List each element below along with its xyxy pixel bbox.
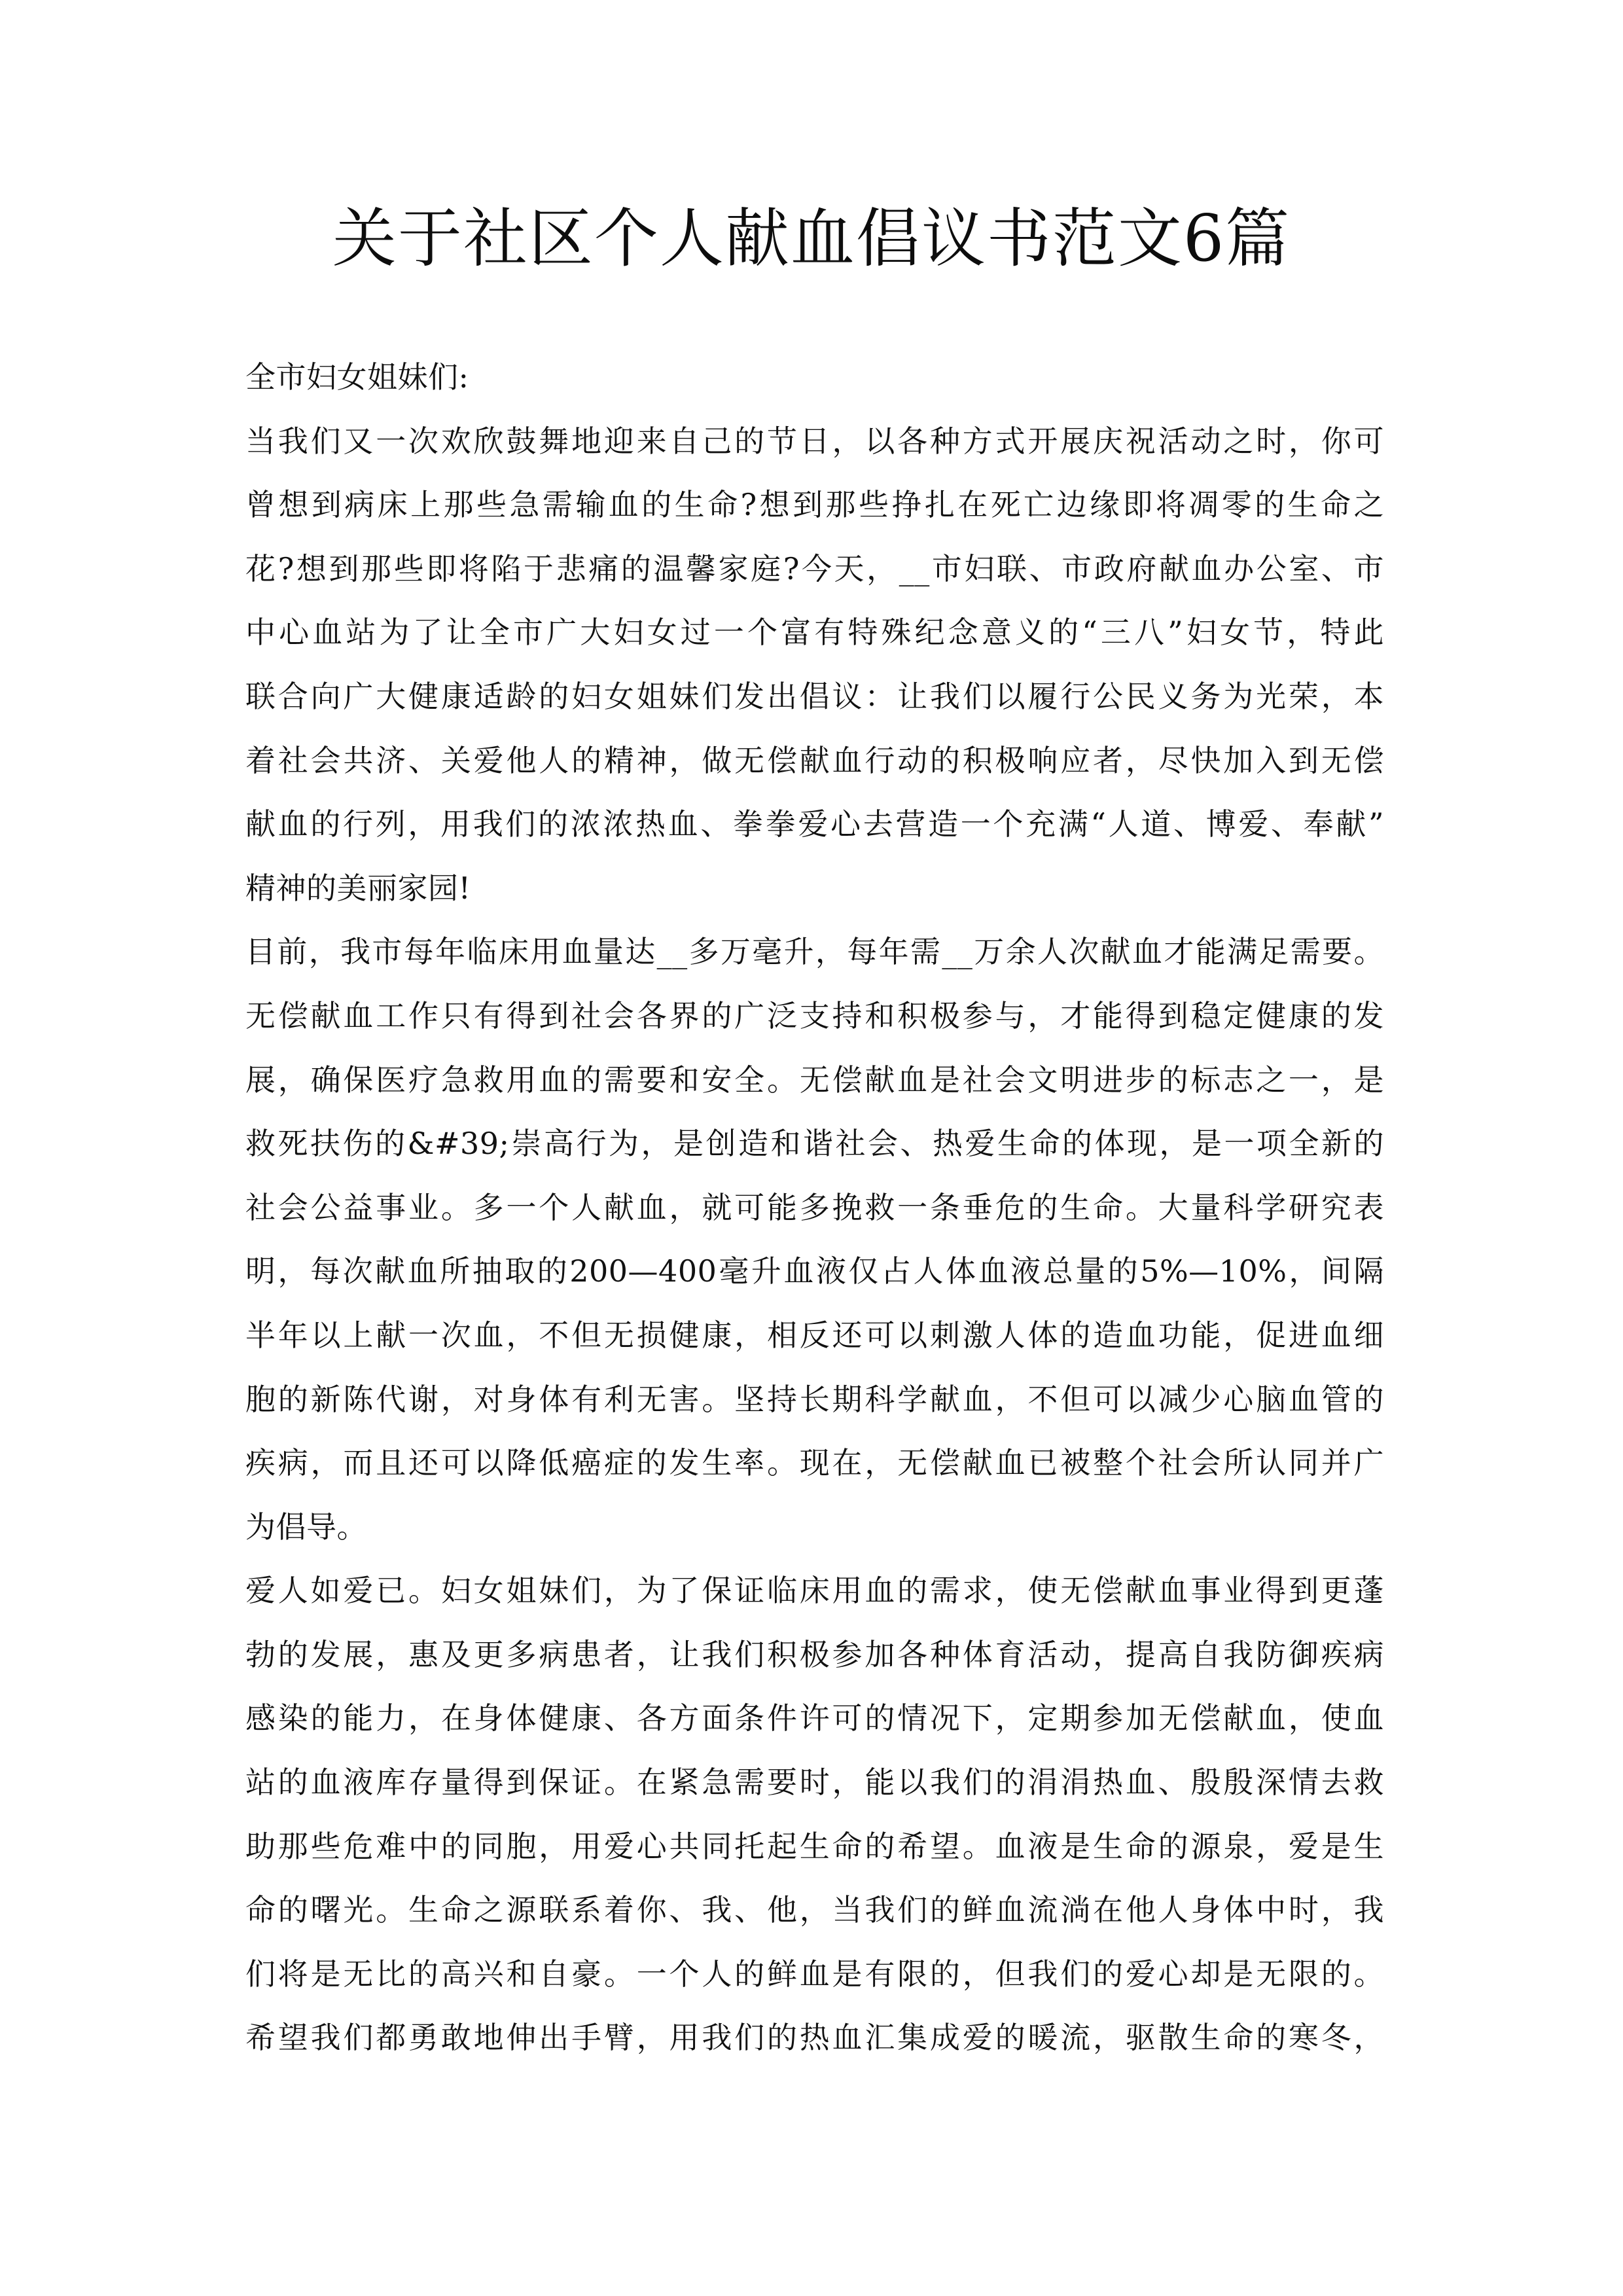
text-line: 助那些危难中的同胞，用爱心共同托起生命的希望。血液是生命的源泉，爱是生 [245,1828,1384,1864]
text-line: 曾想到病床上那些急需输血的生命?想到那些挣扎在死亡边缘即将凋零的生命之 [245,487,1384,523]
document-title: 关于社区个人献血倡议书范文6篇 [332,202,1291,276]
text-line: 为倡导。 [245,1509,367,1545]
text-line: 目前，我市每年临床用血量达__多万毫升，每年需__万余人次献血才能满足需要。 [245,934,1384,970]
text-line: 中心血站为了让全市广大妇女过一个富有特殊纪念意义的“三八”妇女节，特此 [245,615,1384,651]
text-line: 胞的新陈代谢，对身体有利无害。坚持长期科学献血，不但可以减少心脑血管的 [245,1381,1384,1417]
text-line: 精神的美丽家园! [245,870,471,906]
text-line: 们将是无比的高兴和自豪。一个人的鲜血是有限的，但我们的爱心却是无限的。 [245,1956,1384,1992]
text-line: 救死扶伤的&#39;崇高行为，是创造和谐社会、热爱生命的体现，是一项全新的 [245,1126,1384,1162]
text-line: 当我们又一次欢欣鼓舞地迎来自己的节日，以各种方式开展庆祝活动之时，你可 [245,423,1384,459]
text-line: 疾病，而且还可以降低癌症的发生率。现在，无偿献血已被整个社会所认同并广 [245,1445,1384,1481]
text-line: 展，确保医疗急救用血的需要和安全。无偿献血是社会文明进步的标志之一，是 [245,1062,1384,1098]
text-line: 献血的行列，用我们的浓浓热血、拳拳爱心去营造一个充满“人道、博爱、奉献” [245,806,1384,842]
paragraph-1 [245,410,1384,921]
text-line: 站的血液库存量得到保证。在紧急需要时，能以我们的涓涓热血、殷殷深情去救 [245,1765,1384,1801]
text-line: 联合向广大健康适龄的妇女姐妹们发出倡议：让我们以履行公民义务为光荣，本 [245,678,1384,714]
text-line: 感染的能力，在身体健康、各方面条件许可的情况下，定期参加无偿献血，使血 [245,1700,1384,1736]
text-line: 无偿献血工作只有得到社会各界的广泛支持和积极参与，才能得到稳定健康的发 [245,997,1384,1033]
salutation: 全市妇女姐妹们: [245,359,469,395]
document-body [245,346,1384,2070]
text-line: 希望我们都勇敢地伸出手臂，用我们的热血汇集成爱的暖流，驱散生命的寒冬， [245,2020,1384,2056]
paragraph-2 [245,920,1384,1559]
text-line: 勃的发展，惠及更多病患者，让我们积极参加各种体育活动，提高自我防御疾病 [245,1636,1384,1672]
paragraph-3 [245,1559,1384,2070]
text-line: 命的曙光。生命之源联系着你、我、他，当我们的鲜血流淌在他人身体中时，我 [245,1892,1384,1928]
text-line: 花?想到那些即将陷于悲痛的温馨家庭?今天，__市妇联、市政府献血办公室、市 [245,550,1384,586]
text-line: 明，每次献血所抽取的200—400毫升血液仅占人体血液总量的5%—10%，间隔 [245,1253,1384,1289]
text-line: 社会公益事业。多一个人献血，就可能多挽救一条垂危的生命。大量科学研究表 [245,1189,1384,1225]
text-line: 半年以上献一次血，不但无损健康，相反还可以刺激人体的造血功能，促进血细 [245,1317,1384,1353]
text-line: 着社会共济、关爱他人的精神，做无偿献血行动的积极响应者，尽快加入到无偿 [245,742,1384,778]
text-line: 爱人如爱已。妇女姐妹们，为了保证临床用血的需求，使无偿献血事业得到更蓬 [245,1573,1384,1609]
